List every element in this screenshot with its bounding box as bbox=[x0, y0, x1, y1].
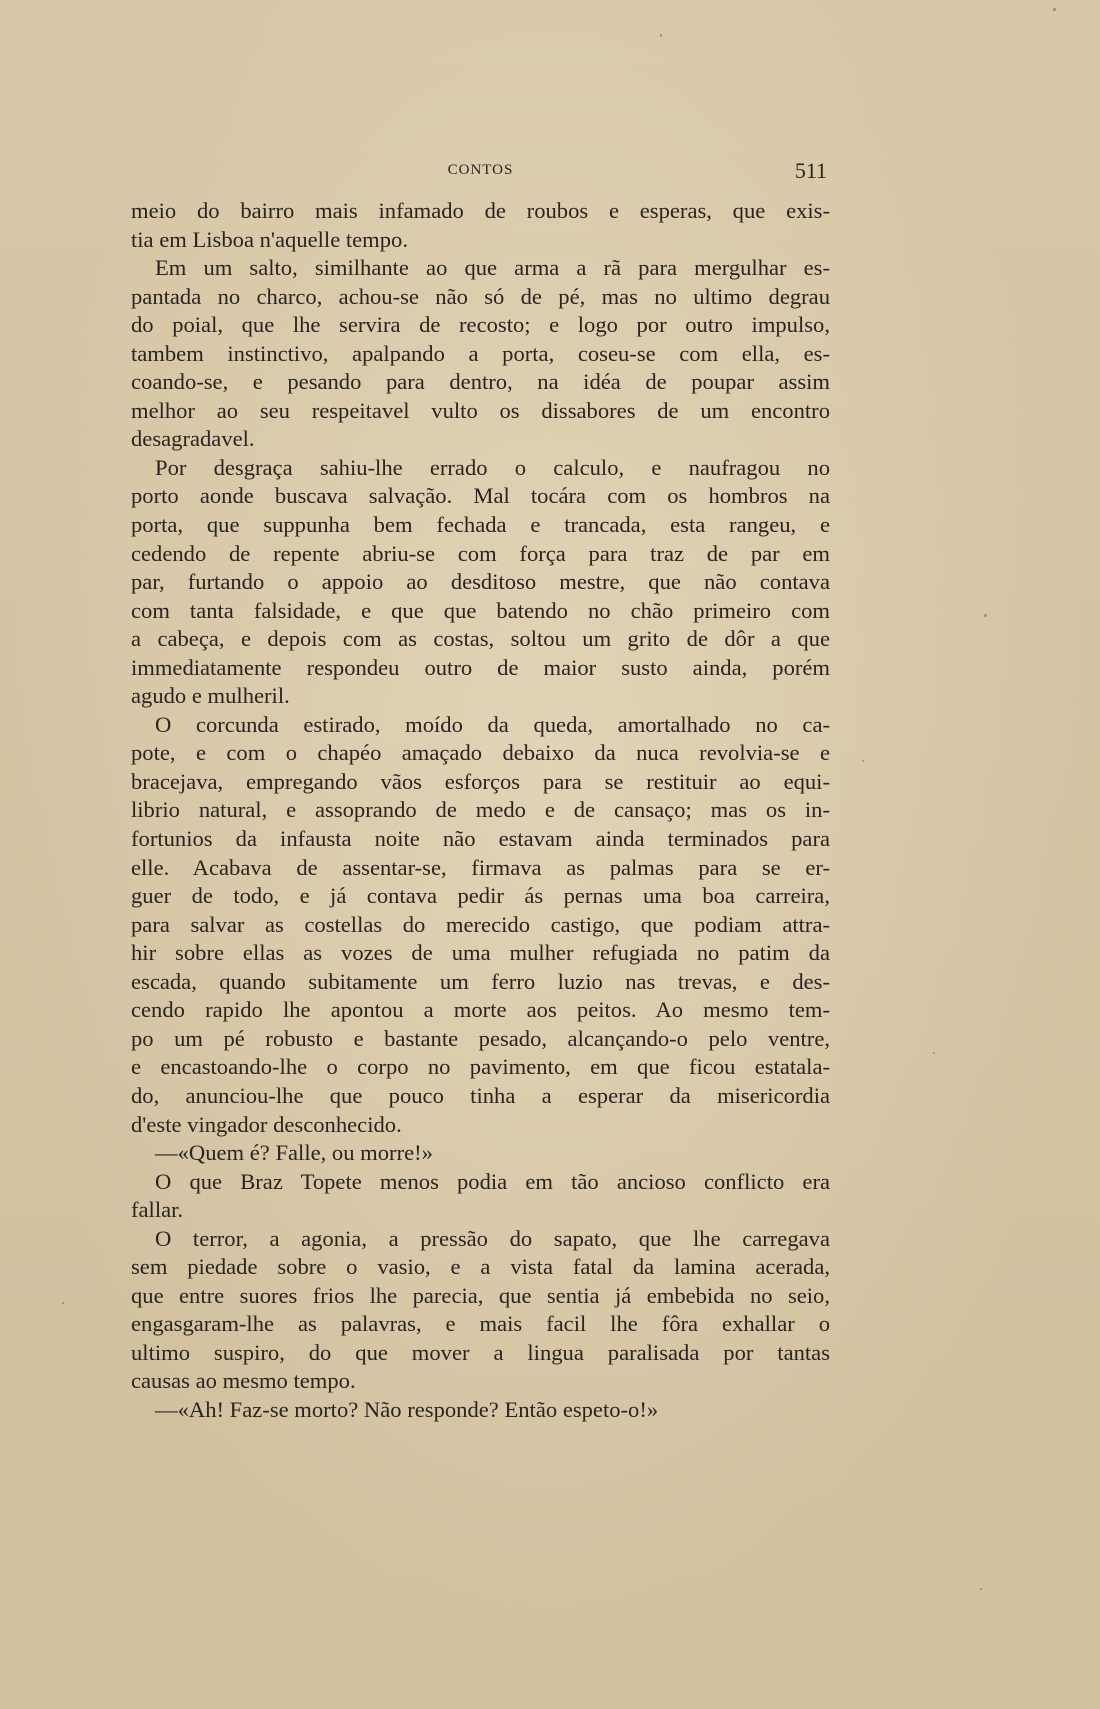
running-title: CONTOS bbox=[447, 162, 514, 178]
text-line: —«Quem é? Falle, ou morre!» bbox=[155, 1140, 433, 1166]
page-number: 511 bbox=[794, 158, 827, 183]
body-text bbox=[131, 197, 830, 1425]
text-line: hir sobre ellas as vozes de uma mulher refugiada no patim da bbox=[131, 940, 830, 966]
text-line: meio do bairro mais infamado de roubos e esperas, que exis- bbox=[131, 198, 830, 223]
text-line: tia em Lisboa n'aquelle tempo. bbox=[131, 226, 408, 252]
text-line: a cabeça, e depois com as costas, soltou um grito de dôr a que bbox=[131, 626, 830, 652]
text-line: e encastoando-lhe o corpo no pavimento, em que ficou estatala- bbox=[131, 1054, 830, 1080]
text-line: d'este vingador desconhecido. bbox=[131, 1111, 402, 1137]
text-line: cendo rapido lhe apontou a morte aos peitos. Ao mesmo tem- bbox=[131, 997, 830, 1023]
text-line: librio natural, e assoprando de medo e de cansaço; mas os in- bbox=[131, 797, 830, 823]
text-line: fortunios da infausta noite não estavam ainda terminados para bbox=[131, 826, 830, 852]
text-line: guer de todo, e já contava pedir ás pernas uma boa carreira, bbox=[131, 883, 830, 909]
text-line: po um pé robusto e bastante pesado, alcançando-o pelo ventre, bbox=[131, 1025, 830, 1051]
text-line: desagradavel. bbox=[131, 426, 255, 452]
text-line: tambem instinctivo, apalpando a porta, coseu-se com ella, es- bbox=[131, 340, 830, 366]
text-line: do, anunciou-lhe que pouco tinha a esperar da misericordia bbox=[131, 1082, 830, 1108]
text-line: O corcunda estirado, moído da queda, amortalhado no ca- bbox=[155, 711, 830, 737]
text-line: causas ao mesmo tempo. bbox=[131, 1368, 356, 1394]
text-line: pantada no charco, achou-se não só de pé, mas no ultimo degrau bbox=[131, 283, 830, 309]
text-line: immediatamente respondeu outro de maior susto ainda, porém bbox=[131, 654, 830, 680]
text-line: par, furtando o appoio ao desditoso mestre, que não contava bbox=[131, 569, 830, 595]
text-line: Por desgraça sahiu-lhe errado o calculo, e naufragou no bbox=[155, 454, 830, 480]
text-line: coando-se, e pesando para dentro, na idéa de poupar assim bbox=[131, 369, 830, 395]
text-line: com tanta falsidade, e que que batendo no chão primeiro com bbox=[131, 597, 830, 623]
text-line: melhor ao seu respeitavel vulto os dissabores de um encontro bbox=[131, 397, 830, 423]
text-line: —«Ah! Faz-se morto? Não responde? Então espeto-o!» bbox=[155, 1396, 659, 1422]
text-line: sem piedade sobre o vasio, e a vista fatal da lamina acerada, bbox=[131, 1254, 830, 1280]
text-line: O que Braz Topete menos podia em tão ancioso conflicto era bbox=[155, 1168, 830, 1194]
text-line: agudo e mulheril. bbox=[131, 683, 290, 709]
text-line: para salvar as costellas do merecido castigo, que podiam attra- bbox=[131, 911, 830, 937]
text-line: porta, que suppunha bem fechada e trancada, esta rangeu, e bbox=[131, 512, 830, 538]
text-line: Em um salto, similhante ao que arma a rã para mergulhar es- bbox=[155, 255, 830, 281]
text-line: porto aonde buscava salvação. Mal tocára com os hombros na bbox=[131, 483, 830, 509]
text-line: escada, quando subitamente um ferro luzio nas trevas, e des- bbox=[131, 968, 830, 994]
text-line: O terror, a agonia, a pressão do sapato, que lhe carregava bbox=[155, 1225, 830, 1251]
text-line: ultimo suspiro, do que mover a lingua paralisada por tantas bbox=[131, 1339, 830, 1365]
running-head bbox=[131, 158, 830, 184]
text-line: que entre suores frios lhe parecia, que sentia já embebida no seio, bbox=[131, 1282, 830, 1308]
text-line: fallar. bbox=[131, 1197, 184, 1223]
text-line: do poial, que lhe servira de recosto; e logo por outro impulso, bbox=[131, 312, 830, 338]
text-line: engasgaram-lhe as palavras, e mais facil lhe fôra exhallar o bbox=[131, 1311, 830, 1337]
text-line: pote, e com o chapéo amaçado debaixo da nuca revolvia-se e bbox=[131, 740, 830, 766]
text-line: cedendo de repente abriu-se com força para traz de par em bbox=[131, 540, 830, 566]
text-line: bracejava, empregando vãos esforços para se restituir ao equi- bbox=[131, 768, 830, 794]
text-line: elle. Acabava de assentar-se, firmava as palmas para se er- bbox=[131, 854, 830, 880]
